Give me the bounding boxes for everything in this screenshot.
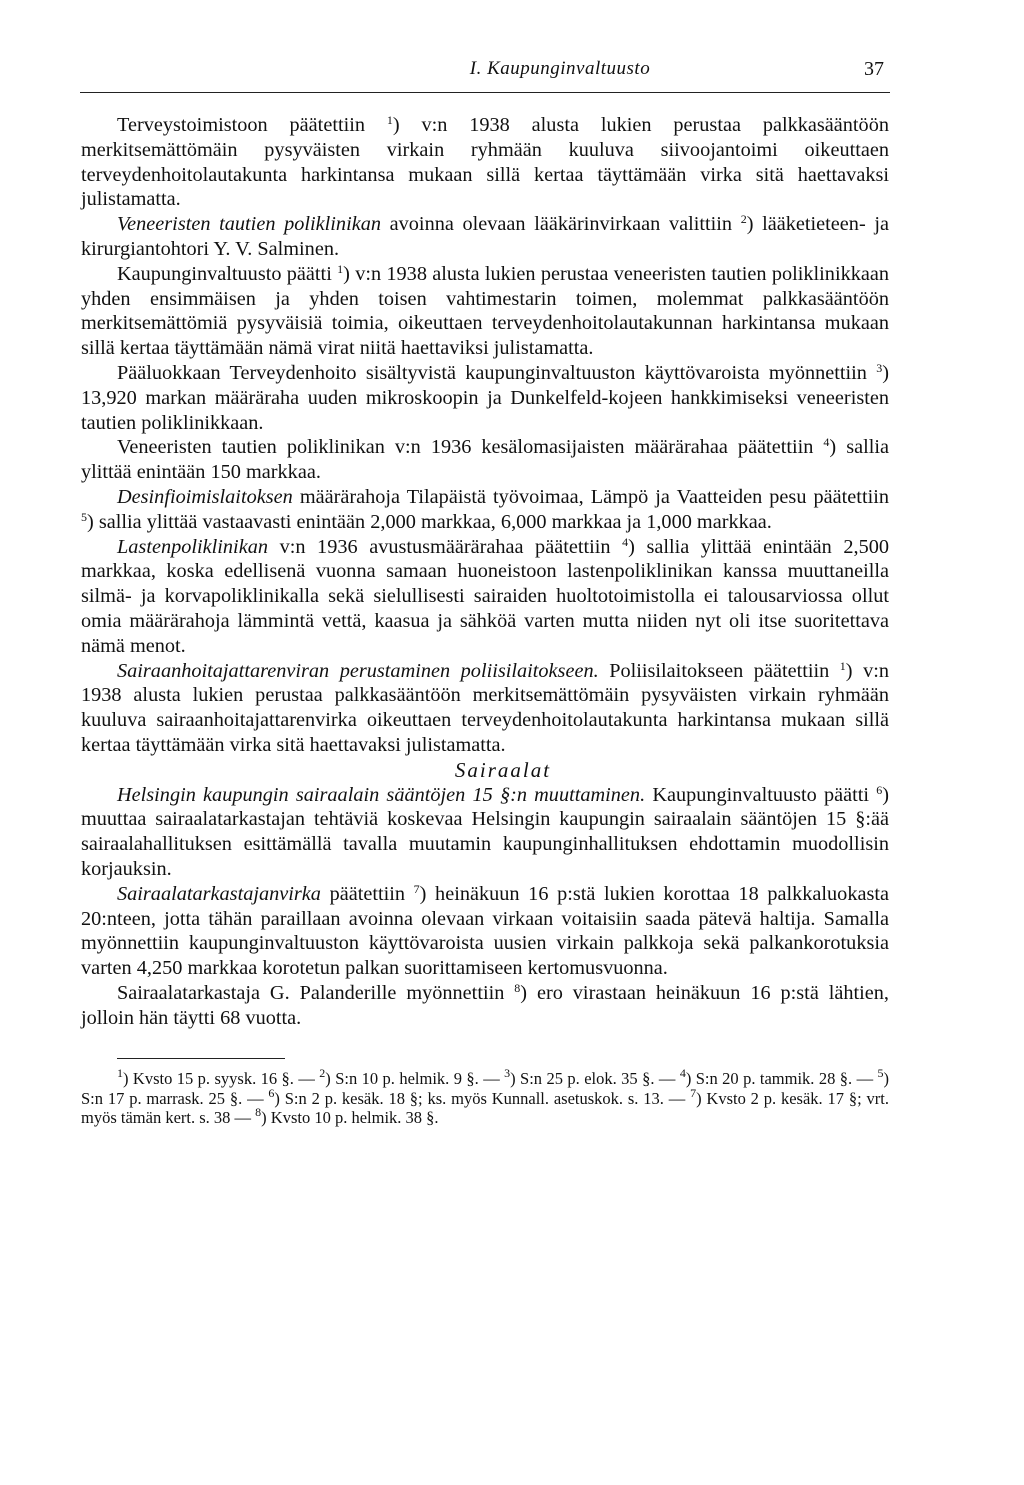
body-text bbox=[81, 113, 889, 1128]
footnote-ref: 4 bbox=[823, 435, 830, 450]
paragraph-kesalomasijaiset: Veneeristen tautien poliklinikan v:n 1936 kesälomasijaisten määrärahaa päätettiin $^4$) sallia ylittää enintään 150 markkaa. bbox=[81, 435, 889, 484]
footnote-ref: 7 bbox=[413, 881, 420, 896]
paragraph-terveystoimisto: Terveystoimistoon päätettiin $^1$) v:n 1938 alusta lukien perustaa palkkasääntöön merkitsemättömäin pysyväisten virkain ryhmään kuuluva siivoojantoimi oikeuttaen terveydenhoitolautakunta harkintansa mukaan sillä kertaa täyttämään virka sitä haettavaksi julistamatta. bbox=[81, 113, 889, 211]
paragraph-lastenpoliklinikka: Lastenpoliklinikan v:n 1936 avustusmäärärahaa päätettiin $^4$) sallia ylittää enintään 2,500 markkaa, koska edellisenä vuonna samaan huoneistoon lastenpoliklinikan kanssa muuttaneilla silmä- ja korvapoliklinikalla sekä sielullisesti sairaiden huoltotoimistolla ei talousarviossa ollut omia määrärahoja lämmintä vettä, kaasua ja sähköä varten mutta niiden nyt oli itse suoritettava nämä menot. bbox=[81, 534, 889, 657]
footnote-ref: 2 bbox=[740, 212, 747, 227]
footnote-divider bbox=[117, 1058, 285, 1059]
footnote-ref: 4 bbox=[622, 534, 629, 549]
footnotes bbox=[81, 1066, 889, 1128]
footnote-ref: 8 bbox=[514, 980, 521, 995]
italic-lead: Helsingin kaupungin sairaalain sääntöjen 15 §:n muuttaminen. bbox=[117, 783, 646, 806]
paragraph-sairaanhoitajatar: Sairaanhoitajattarenviran perustaminen poliisilaitokseen. Poliisilaitokseen päätettiin $^1$) v:n 1938 alusta lukien perustaa palkkasääntöön merkitsemättömäin pysyväisten virkain ryhmään kuuluva sairaanhoitajattarenvirka oikeuttaen terveydenhoitolautakunta harkintansa mukaan sillä kertaa täyttämään virka sitä haettavaksi julistamatta. bbox=[81, 658, 889, 756]
running-header bbox=[80, 56, 890, 93]
paragraph-veneeristen-laakari: Veneeristen tautien poliklinikan avoinna olevaan lääkärinvirkaan valittiin $^2$) lääketieteen- ja kirurgiantohtori Y. V. Salminen. bbox=[81, 212, 889, 260]
italic-lead: Sairaalatarkastajanvirka bbox=[117, 882, 321, 905]
footnote-ref: 3 bbox=[876, 360, 883, 375]
footnote-ref: 5 bbox=[81, 509, 87, 524]
page-number: 37 bbox=[864, 58, 884, 80]
italic-lead: Desinfioimislaitoksen bbox=[117, 485, 293, 508]
footnote-ref: 1 bbox=[337, 261, 344, 276]
footnote-ref: 1 bbox=[386, 113, 393, 127]
footnote-ref: 1 bbox=[839, 658, 846, 673]
italic-lead: Sairaanhoitajattarenviran perustaminen poliisilaitokseen. bbox=[117, 659, 599, 682]
paragraph-sairaalatarkastajanvirka: Sairaalatarkastajanvirka päätettiin $^7$) heinäkuun 16 p:stä lukien korottaa 18 palkkaluokasta 20:nteen, jotta tähän paraillaan avoinna olevaan virkaan voitaisiin saada pätevä haltija. Samalla myönnettiin kaupunginvaltuuston käyttövaroista uusien virkain palkkoja sekä palkankorotuksia varten 4,250 markkaa korotetun palkan suorittamiseen kertomusvuonna. bbox=[81, 881, 889, 980]
paragraph-mikroskooppi: Pääluokkaan Terveydenhoito sisältyvistä kaupunginvaltuuston käyttövaroista myönnettiin $^3$) 13,920 markan määräraha uuden mikroskoopin ja Dunkelfeld-kojeen hankkimiseksi veneeristen tautien poliklinikkaan. bbox=[81, 360, 889, 434]
paragraph-desinfioimislaitos: Desinfioimislaitoksen määrärahoja Tilapäistä työvoimaa, Lämpö ja Vaatteiden pesu päätettiin $^5$) sallia ylittää vastaavasti enintään 2,000 markkaa, 6,000 markkaa ja 1,000 markkaa. bbox=[81, 485, 889, 533]
italic-lead: Lastenpoliklinikan bbox=[117, 535, 268, 558]
paragraph-vahtimestarit: Kaupunginvaltuusto päätti $^1$) v:n 1938 alusta lukien perustaa veneeristen tautien poliklinikkaan yhden ensimmäisen ja yhden toisen vahtimestarin toimen, molemmat palkkasääntöön merkitsemättömiä pysyväisiä toimia, oikeuttaen terveydenhoitolautakunnan harkintansa mukaan sillä kertaa täyttämään nämä virat niitä haettaviksi julistamatta. bbox=[81, 261, 889, 360]
section-heading: Sairaalat bbox=[454, 757, 552, 782]
paragraph-saannot: Helsingin kaupungin sairaalain sääntöjen 15 §:n muuttaminen. Kaupunginvaltuusto päätti $^6$) muuttaa sairaalatarkastajan tehtäviä koskevaa Helsingin kaupungin sairaalain sääntöjen 15 §:ää sairaalahallituksen esittämällä tavalla muutamin kaupunginhallituksen ehdottamin muodollisin korjauksin. bbox=[81, 782, 889, 880]
footnote-ref: 6 bbox=[876, 782, 883, 797]
footnote-text: $^1$) Kvsto 15 p. syysk. 16 §. — $^2$) S:n 10 p. helmik. 9 §. — $^3$) S:n 25 p. elok. 35 §. — $^4$) S:n 20 p. tammik. 28 §. — $^5$) S:n 17 p. marrask. 25 §. — $^6$) S:n 2 p. kesäk. 18 §; ks. myös Kunnall. asetuskok. s. 13. — $^7$) Kvsto 2 p. kesäk. 17 §; vrt. myös tämän kert. s. 38 — $^8$) Kvsto 10 p. helmik. 38 §. bbox=[81, 1066, 889, 1128]
paragraph-palander: Sairaalatarkastaja G. Palanderille myönnettiin $^8$) ero virastaan heinäkuun 16 p:stä lähtien, jolloin hän täytti 68 vuotta. bbox=[81, 980, 889, 1029]
running-title: I. Kaupunginvaltuusto bbox=[469, 58, 651, 79]
italic-lead: Veneeristen tautien poliklinikan bbox=[117, 213, 381, 236]
